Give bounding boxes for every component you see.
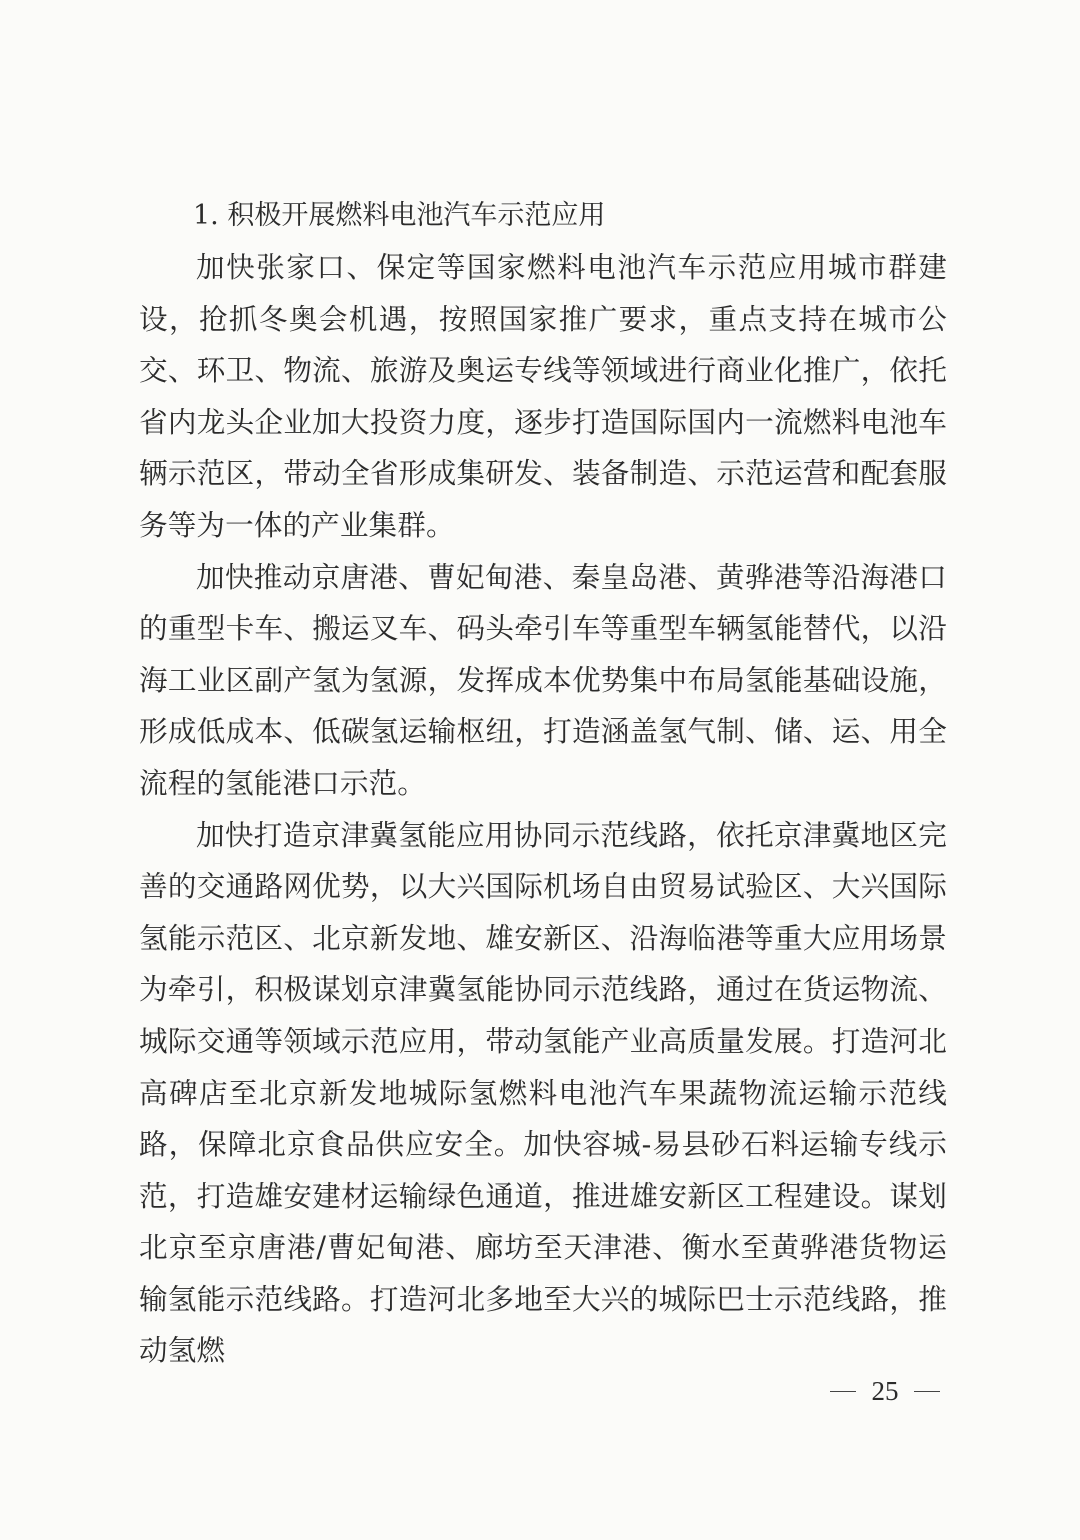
left-dash	[830, 1391, 856, 1392]
page-content	[139, 190, 947, 1377]
paragraph-hydrogen-ports: 加快推动京唐港、曹妃甸港、秦皇岛港、黄骅港等沿海港口的重型卡车、搬运叉车、码头牵引车等重型车辆氢能替代，以沿海工业区副产氢为氢源，发挥成本优势集中布局氢能基础设施，形成低成本、低碳氢运输枢纽，打造涵盖氢气制、储、运、用全流程的氢能港口示范。	[139, 559, 947, 800]
section-heading: 1. 积极开展燃料电池汽车示范应用	[193, 200, 606, 231]
page-number: 25	[871, 1376, 899, 1406]
page-number-footer	[830, 1376, 940, 1407]
right-dash	[914, 1391, 940, 1392]
paragraph-fuel-cell-demo-cities: 加快张家口、保定等国家燃料电池汽车示范应用城市群建设，抢抓冬奥会机遇，按照国家推广要求，重点支持在城市公交、环卫、物流、旅游及奥运专线等领域进行商业化推广，依托省内龙头企业加大投资力度，逐步打造国际国内一流燃料电池车辆示范区，带动全省形成集研发、装备制造、示范运营和配套服务等为一体的产业集群。	[139, 250, 947, 542]
paragraph-jingjinji-demo-routes: 加快打造京津冀氢能应用协同示范线路，依托京津冀地区完善的交通路网优势，以大兴国际机场自由贸易试验区、大兴国际氢能示范区、北京新发地、雄安新区、沿海临港等重大应用场景为牵引，积极谋划京津冀氢能协同示范线路，通过在货运物流、城际交通等领域示范应用，带动氢能产业高质量发展。打造河北高碑店至北京新发地城际氢燃料电池汽车果蔬物流运输示范线路，保障北京食品供应安全。加快容城-易县砂石料运输专线示范，打造雄安建材运输绿色通道，推进雄安新区工程建设。谋划北京至京唐港/曹妃甸港、廊坊至天津港、衡水至黄骅港货物运输氢能示范线路。打造河北多地至大兴的城际巴士示范线路，推动氢燃	[139, 817, 947, 1368]
